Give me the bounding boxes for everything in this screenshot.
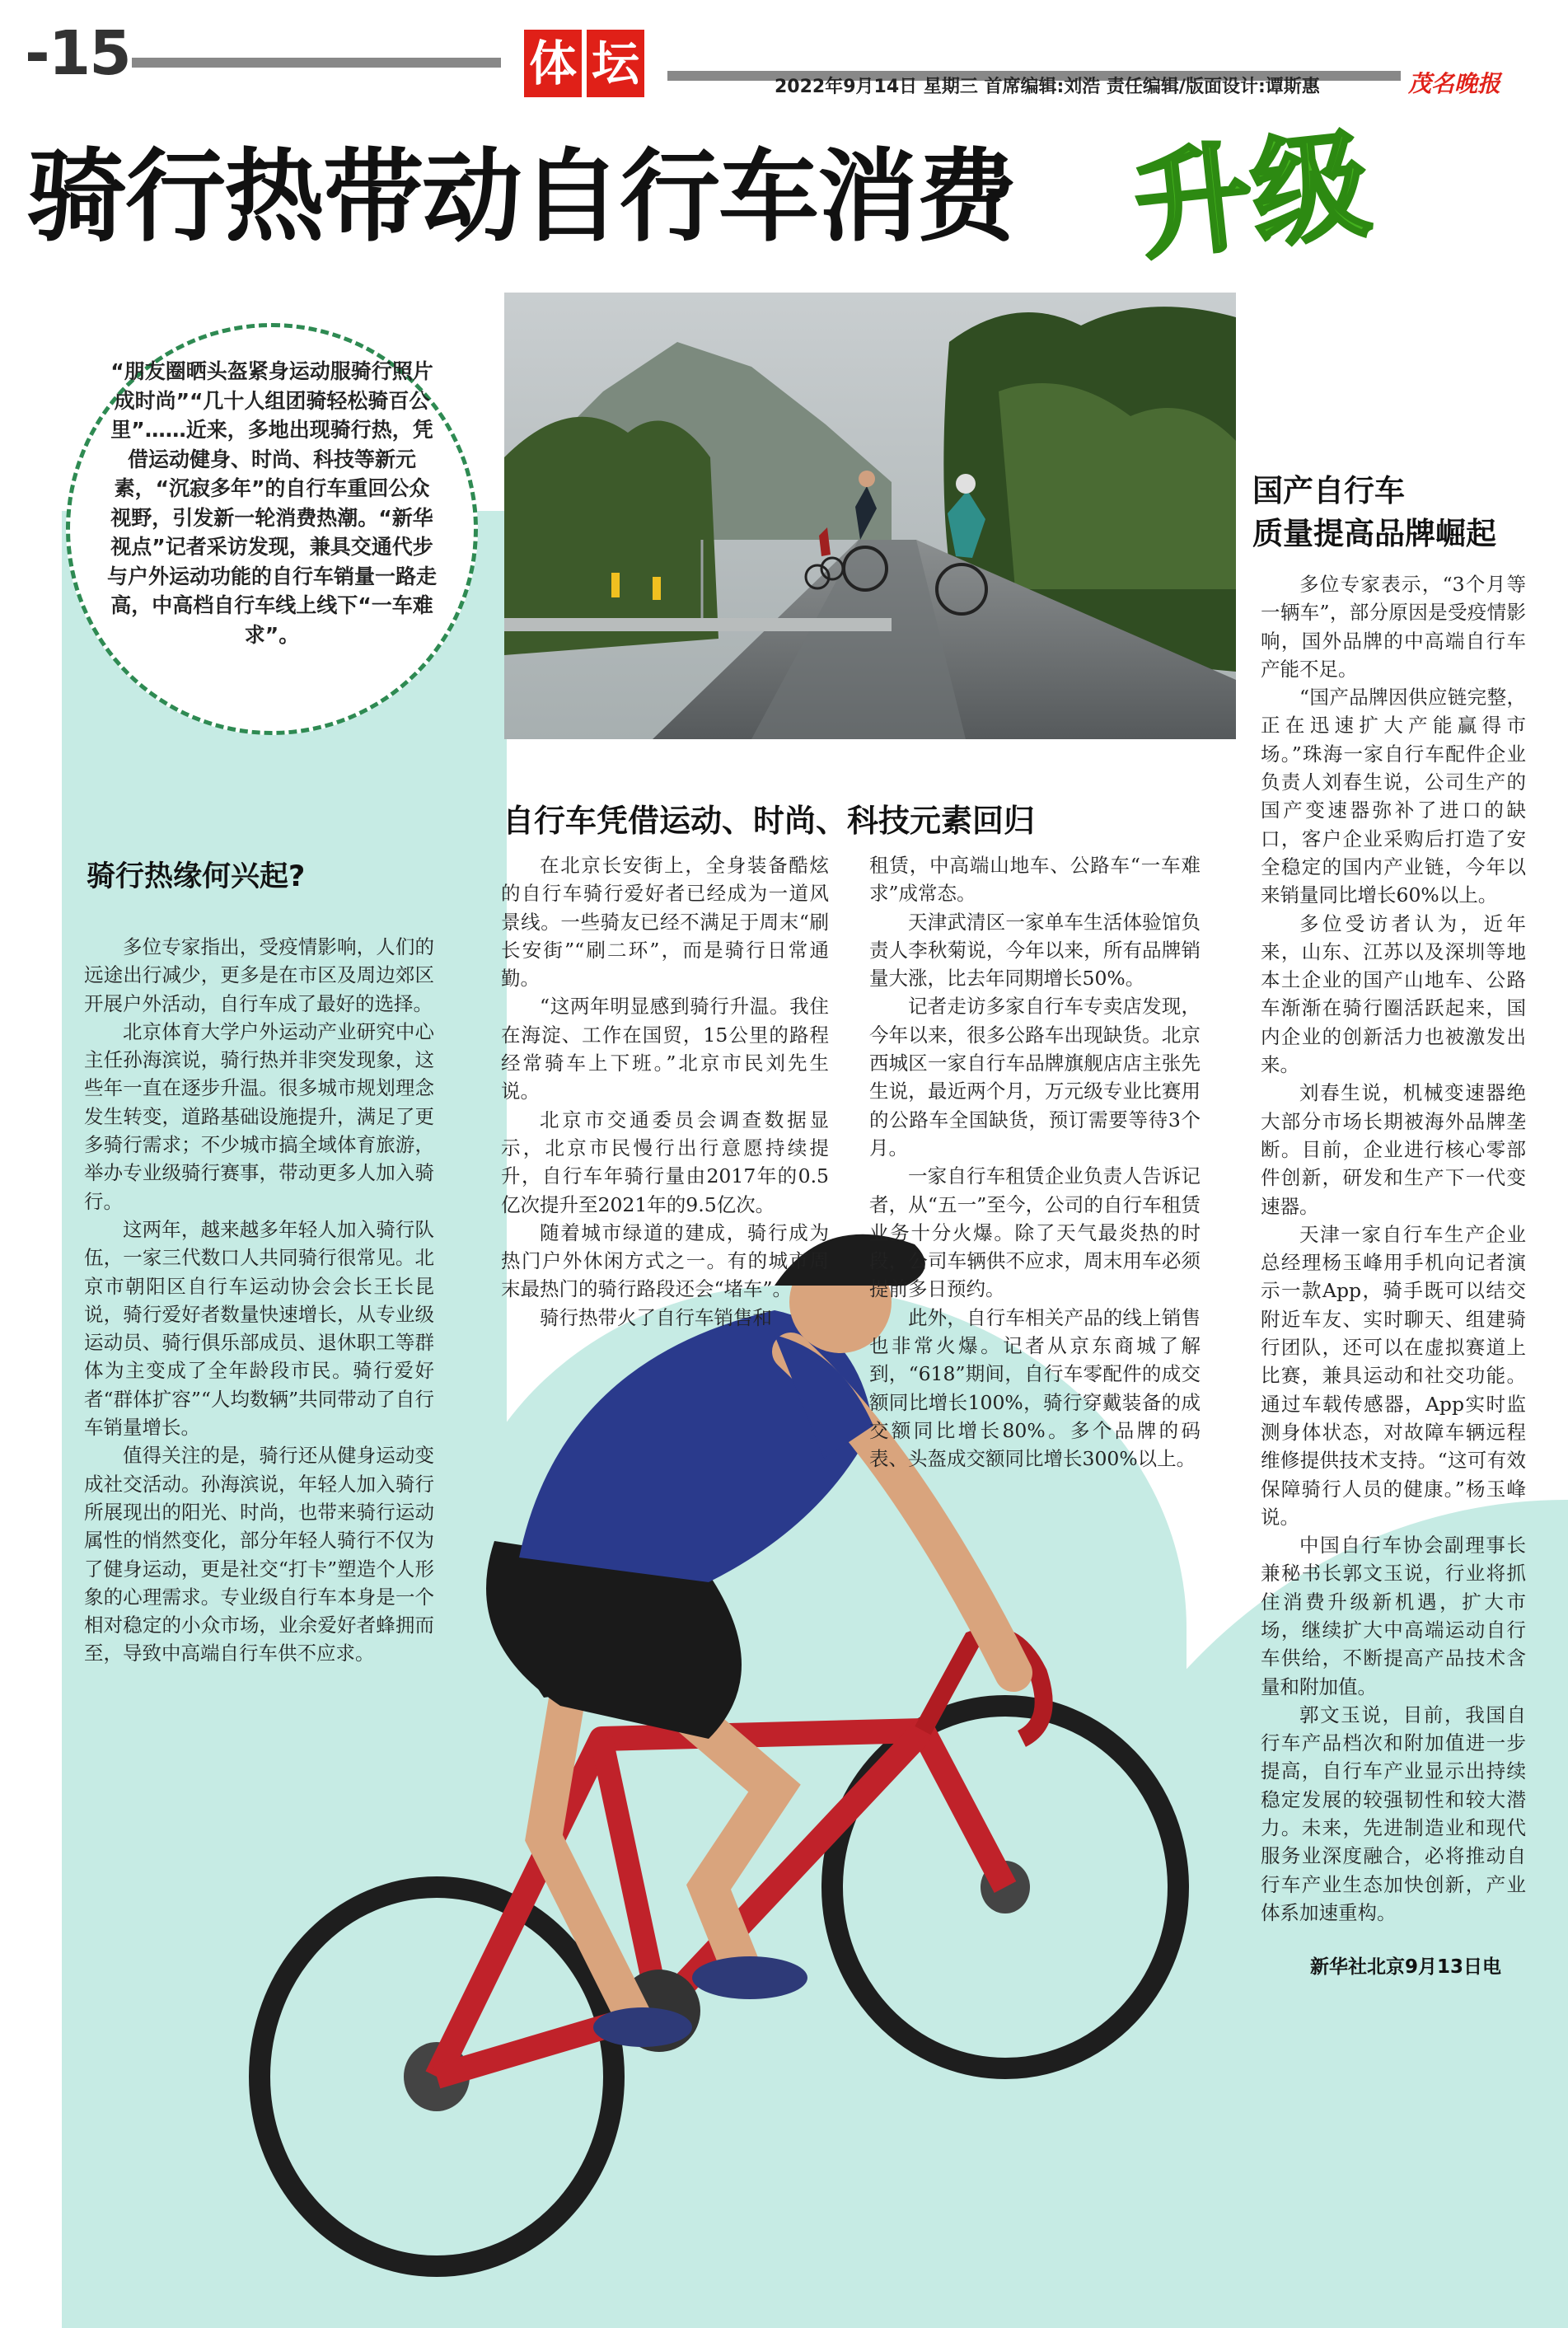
section-3-title-line-2: 质量提高品牌崛起 bbox=[1252, 515, 1496, 551]
paragraph: 天津武清区一家单车生活体验馆负责人李秋菊说，今年以来，所有品牌销量大涨，比去年同期增长50%。 bbox=[869, 910, 1201, 991]
paragraph: 中国自行车协会副理事长兼秘书长郭文玉说，行业将抓住消费升级新机遇，扩大市场，继续扩大中高端运动自行车供给，不断提高产品技术含量和附加值。 bbox=[1261, 1534, 1526, 1698]
dateline: 2022年9月14日 星期三 首席编辑:刘浩 责任编辑/版面设计:谭斯惠 bbox=[775, 77, 1320, 97]
section-2-column-b bbox=[869, 851, 1201, 1473]
headline-accent: 升级 bbox=[1129, 116, 1376, 277]
cyclists-road-photo bbox=[504, 293, 1236, 739]
paragraph: 多位受访者认为，近年来，山东、江苏以及深圳等地本土企业的国产山地车、公路车渐渐在骑行圈活跃起来，国内企业的创新活力也被激发出来。 bbox=[1261, 911, 1526, 1077]
section-badge-char-1: 体 bbox=[524, 30, 582, 97]
section-1-column bbox=[84, 933, 434, 1668]
paragraph: “国产品牌因供应链完整，正在迅速扩大产能赢得市场。”珠海一家自行车配件企业负责人刘春生说，公司生产的国产变速器弥补了进口的缺口，客户企业采购后打造了安全稳定的国内产业链，今年以来销量同比增长60%以上。 bbox=[1261, 686, 1526, 907]
paragraph: 此外，自行车相关产品的线上销售也非常火爆。记者从京东商城了解到，“618”期间，自行车零配件的成交额同比增长100%，骑行穿戴装备的成交额同比增长80%。多个品牌的码表、头盔成交额同比增长300%以上。 bbox=[869, 1305, 1201, 1471]
paragraph: 北京市交通委员会调查数据显示，北京市民慢行出行意愿持续提升，自行车年骑行量由2017年的0.5亿次提升至2021年的9.5亿次。 bbox=[501, 1108, 829, 1216]
paragraph: 刘春生说，机械变速器绝大部分市场长期被海外品牌垄断。目前，企业进行核心零部件创新，研发和生产下一代变速器。 bbox=[1261, 1081, 1526, 1218]
section-3-column bbox=[1261, 570, 1526, 1927]
section-3-title-line-1: 国产自行车 bbox=[1252, 473, 1405, 508]
section-badge-char-2: 坛 bbox=[587, 30, 644, 97]
paragraph: 租赁，中高端山地车、公路车“一车难求”成常态。 bbox=[869, 854, 1201, 906]
paragraph: 随着城市绿道的建成，骑行成为热门户外休闲方式之一。有的城市周末最热门的骑行路段还会“堵车”。 bbox=[501, 1220, 829, 1301]
paragraph: 北京体育大学户外运动产业研究中心主任孙海滨说，骑行热并非突发现象，这些年一直在逐步升温。很多城市规划理念发生转变，道路基础设施提升，满足了更多骑行需求；不少城市搞全域体育旅游，举办专业级骑行赛事，带动更多人加入骑行。 bbox=[84, 1019, 434, 1213]
paragraph: “这两年明显感到骑行升温。我住在海淀、工作在国贸，15公里的路程经常骑车上下班。”北京市民刘先生说。 bbox=[501, 995, 829, 1103]
section-2-title: 自行车凭借运动、时尚、科技元素回归 bbox=[503, 803, 1036, 839]
header-rule-left bbox=[132, 58, 501, 68]
paragraph: 天津一家自行车生产企业总经理杨玉峰用手机向记者演示一款App，骑手既可以结交附近车友、实时聊天、组建骑行团队，还可以在虚拟赛道上比赛，兼具运动和社交功能。通过车载传感器，App实时监测身体状态，对故障车辆远程维修提供技术支持。“这可有效保障骑行人员的健康。”杨玉峰说。 bbox=[1261, 1222, 1526, 1529]
paragraph: 这两年，越来越多年轻人加入骑行队伍，一家三代数口人共同骑行很常见。北京市朝阳区自行车运动协会会长王长昆说，骑行爱好者数量快速增长，从专业级运动员、骑行俱乐部成员、退休职工等群体为主变成了全年龄段市民。骑行爱好者“群体扩容”“人均数辆”共同带动了自行车销量增长。 bbox=[84, 1217, 434, 1440]
lead-text: “朋友圈晒头盔紧身运动服骑行照片成时尚”“几十人组团骑轻松骑百公里”……近来，多地出现骑行热，凭借运动健身、时尚、科技等新元素，“沉寂多年”的自行车重回公众视野，引发新一轮消费热潮。“新华视点”记者采访发现，兼具交通代步与户外运动功能的自行车销量一路走高，中高档自行车线上线下“一车难求”。 bbox=[106, 359, 437, 647]
paragraph: 值得关注的是，骑行还从健身运动变成社交活动。孙海滨说，年轻人加入骑行所展现出的阳光、时尚，也带来骑行运动属性的悄然变化，部分年轻人骑行不仅为了健身运动，更是社交“打卡”塑造个人形象的心理需求。专业级自行车本身是一个相对稳定的小众市场，业余爱好者蜂拥而至，导致中高端自行车供不应求。 bbox=[84, 1444, 434, 1665]
masthead-text: 茂名晚报 bbox=[1407, 70, 1501, 97]
paragraph: 记者走访多家自行车专卖店发现，今年以来，很多公路车出现缺货。北京西城区一家自行车品牌旗舰店店主张先生说，最近两个月，万元级专业比赛用的公路车全国缺货，预订需要等待3个月。 bbox=[869, 995, 1201, 1159]
paragraph: 骑行热带火了自行车销售和 bbox=[540, 1305, 772, 1329]
section-2-column-a bbox=[501, 851, 829, 1332]
page-number: -15 bbox=[25, 18, 130, 89]
section-3-title bbox=[1252, 470, 1496, 555]
paragraph: 多位专家表示，“3个月等一辆车”，部分原因是受疫情影响，国外品牌的中高端自行车产能不足。 bbox=[1261, 573, 1526, 681]
lead-paragraph bbox=[66, 323, 478, 735]
headline: 骑行热带动自行车消费 bbox=[26, 138, 1015, 255]
byline: 新华社北京9月13日电 bbox=[1310, 1956, 1502, 1978]
paragraph: 一家自行车租赁企业负责人告诉记者，从“五一”至今，公司的自行车租赁业务十分火爆。除了天气最炎热的时段，公司车辆供不应求，周末用车必须提前多日预约。 bbox=[869, 1164, 1201, 1301]
paragraph: 在北京长安街上，全身装备酷炫的自行车骑行爱好者已经成为一道风景线。一些骑友已经不满足于周末“刷长安街”“刷二环”，而是骑行日常通勤。 bbox=[501, 854, 829, 991]
masthead-logo bbox=[1401, 64, 1508, 101]
paragraph: 郭文玉说，目前，我国自行车产品档次和附加值进一步提高，自行车产业显示出持续稳定发展的较强韧性和较大潜力。未来，先进制造业和现代服务业深度融合，必将推动自行车产业生态加快创新，产业体系加速重构。 bbox=[1261, 1703, 1526, 1924]
paragraph: 多位专家指出，受疫情影响，人们的远途出行减少，更多是在市区及周边郊区开展户外活动，自行车成了最好的选择。 bbox=[84, 935, 434, 1015]
section-1-title: 骑行热缘何兴起? bbox=[87, 860, 306, 893]
